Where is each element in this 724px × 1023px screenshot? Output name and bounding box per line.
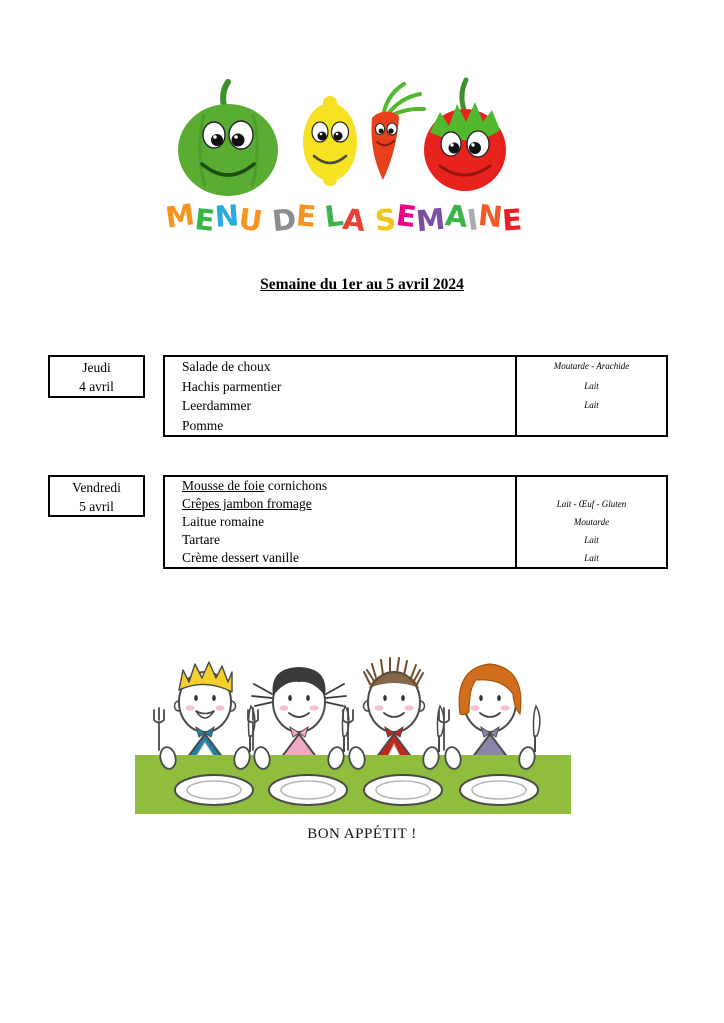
vegetables-illustration: [168, 76, 520, 198]
day-date: 4 avril: [79, 379, 114, 394]
menu-word-letter: S: [373, 201, 398, 238]
day-box-jeudi: [48, 355, 145, 398]
menu-row: [165, 416, 666, 436]
dish-label: Tartare: [182, 532, 221, 547]
menu-word-letter: A: [443, 197, 469, 234]
menu-row: [165, 377, 666, 397]
bon-appetit-text: BON APPÉTIT !: [307, 826, 417, 842]
allergen-label: [515, 477, 666, 495]
dish-label: Crème dessert vanille: [182, 550, 299, 565]
allergen-label: Moutarde: [515, 513, 666, 531]
menu-row: [165, 531, 666, 549]
menu-word-letter: M: [414, 201, 447, 238]
allergen-label: Lait: [515, 396, 666, 416]
menu-row: [165, 495, 666, 513]
green-apple-icon: [178, 82, 278, 196]
menu-row: [165, 549, 666, 567]
tomato-icon: [424, 80, 506, 191]
day-name: Jeudi: [82, 360, 111, 375]
day-name: Vendredi: [72, 480, 121, 495]
menu-row: [165, 513, 666, 531]
dish-label: Crêpes jambon fromage: [182, 496, 312, 511]
menu-box-vendredi: [163, 475, 668, 569]
menu-word-letter: U: [236, 201, 265, 238]
menu-word-letter: L: [322, 197, 346, 234]
menu-word-letter: N: [213, 197, 240, 234]
day-date: 5 avril: [79, 499, 114, 514]
allergen-label: [515, 416, 666, 436]
dish-label: Hachis parmentier: [182, 378, 282, 394]
dish-label: Pomme: [182, 417, 224, 433]
menu-row: [165, 396, 666, 416]
vegetables-svg: [168, 76, 520, 198]
allergen-label: Lait - Œuf - Gluten: [515, 495, 666, 513]
children-illustration: [135, 648, 571, 815]
dish-label: Leerdammer: [182, 398, 251, 413]
dish-label: Salade de choux: [182, 359, 271, 374]
menu-word-letter: E: [394, 197, 419, 234]
menu-word-letter: E: [192, 201, 217, 238]
dish-label: Mousse de foie cornichons: [182, 478, 328, 493]
menu-word-letter: M: [163, 196, 197, 235]
menu-word-letter: E: [294, 197, 318, 234]
carrot-icon: [371, 84, 424, 180]
allergen-label: Lait: [515, 531, 666, 549]
menu-word-letter: D: [270, 201, 298, 238]
day-box-vendredi: [48, 475, 145, 517]
menu-word-letter: A: [341, 201, 368, 238]
lemon-icon: [303, 96, 357, 186]
children-svg: [135, 648, 571, 815]
menu-box-jeudi: [163, 355, 668, 437]
dish-label: Laitue romaine: [182, 514, 265, 529]
menu-row: [165, 477, 666, 495]
allergen-label: Lait: [515, 549, 666, 567]
menu-word: [163, 192, 524, 244]
menu-word-letter: E: [501, 201, 524, 238]
menu-row: [165, 357, 666, 377]
menu-word-letter: I: [465, 201, 481, 238]
allergen-label: Moutarde - Arachide: [515, 357, 666, 377]
week-title: Semaine du 1er au 5 avril 2024: [260, 276, 464, 293]
menu-word-letter: N: [476, 197, 505, 234]
allergen-label: Lait: [515, 377, 666, 397]
